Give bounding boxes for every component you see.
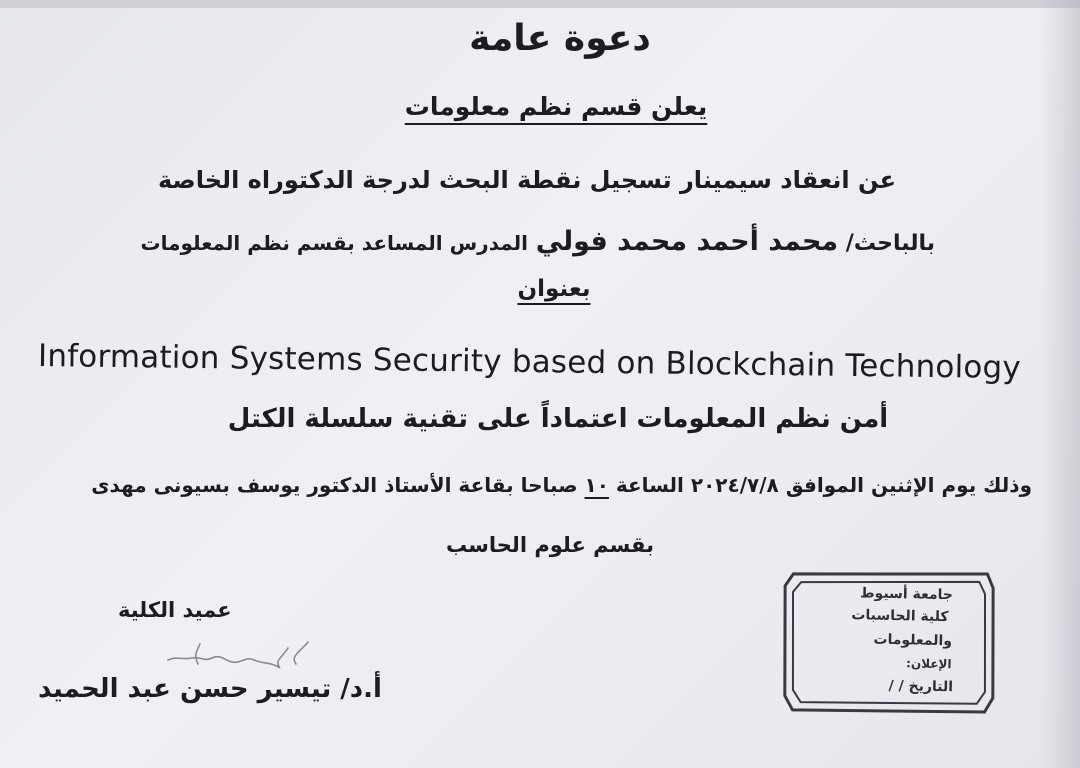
thesis-title-arabic: أمن نظم المعلومات اعتماداً على تقنية سلسلة الكتل	[227, 404, 889, 434]
dean-label: عميد الكلية	[118, 598, 232, 622]
stamp-line-1: جامعة أسيوط	[859, 585, 954, 604]
schedule-hour: ١٠	[584, 473, 609, 497]
document-title: دعوة عامة	[469, 18, 651, 59]
announcer-line	[0, 92, 1080, 121]
stamp-line-3: والمعلومات	[873, 631, 953, 650]
dean-name: أ.د/ تيسير حسن عبد الحميد	[38, 674, 382, 704]
schedule-part-2: صباحا بقاعة الأستاذ الدكتور يوسف بسيونى مهدى	[91, 473, 578, 497]
researcher-prefix: بالباحث/	[845, 231, 935, 256]
official-stamp	[778, 564, 1005, 719]
stamp-line-2: كلية الحاسبات	[851, 607, 949, 626]
researcher-role: المدرس المساعد بقسم نظم المعلومات	[140, 231, 529, 255]
stamp-line-4: الإعلان:	[905, 656, 952, 672]
schedule-line	[91, 473, 1032, 497]
department-line: بقسم علوم الحاسب	[446, 533, 654, 557]
title-label-line	[0, 276, 1080, 302]
paper-top-edge	[0, 0, 1080, 8]
stamp-line-5: التاريخ / /	[888, 677, 954, 696]
title-label: بعنوان	[517, 276, 591, 302]
researcher-name: محمد أحمد محمد فولي	[535, 226, 839, 257]
thesis-title-english: Information Systems Security based on Blockchain Technology	[37, 338, 1022, 387]
researcher-line	[141, 226, 935, 257]
event-line: عن انعقاد سيمينار تسجيل نقطة البحث لدرجة الدكتوراه الخاصة	[158, 166, 896, 194]
announcer-text: يعلن قسم نظم معلومات	[404, 92, 708, 121]
schedule-part-1: وذلك يوم الإثنين الموافق ٢٠٢٤/٧/٨ الساعة	[615, 473, 1032, 497]
